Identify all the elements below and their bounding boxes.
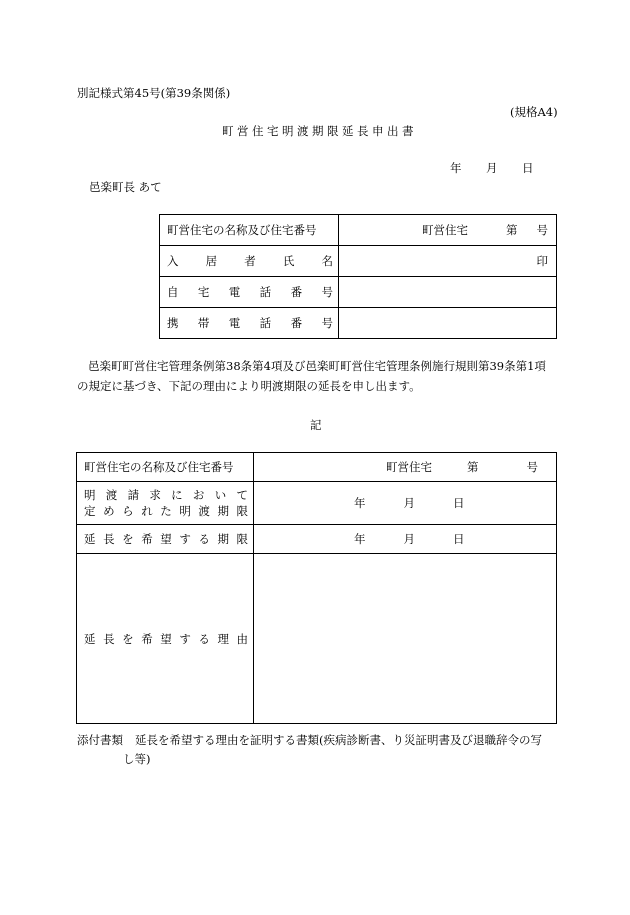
- housing-dai: 第: [506, 223, 518, 237]
- year-label: 年: [354, 532, 366, 546]
- eviction-deadline-field[interactable]: [254, 482, 557, 525]
- seal-mark: 印: [536, 254, 548, 268]
- housing-prefix-2: 町営住宅: [386, 460, 432, 474]
- table-row: [77, 453, 557, 482]
- table-row: [160, 277, 557, 308]
- extension-reason-label: [77, 554, 254, 724]
- housing-go-2: 号: [526, 460, 538, 474]
- housing-go: 号: [536, 223, 548, 237]
- mobile-phone-label: [160, 308, 339, 339]
- ki-heading: 記: [310, 418, 322, 432]
- form-title: 町営住宅明渡期限延長申出書: [222, 124, 417, 138]
- label-spread: 延 長 を 希 望 す る 期 限: [84, 532, 248, 546]
- table-row: [77, 525, 557, 554]
- housing-name-field[interactable]: [339, 215, 557, 246]
- resident-name-field[interactable]: [339, 246, 557, 277]
- table-row: [77, 482, 557, 525]
- month-label: 月: [403, 496, 415, 510]
- form-number: 別記様式第45号(第39条関係): [77, 86, 231, 100]
- home-phone-field[interactable]: [339, 277, 557, 308]
- label-spread: 携 帯 電 話 番 号: [167, 316, 333, 330]
- applicant-table: [159, 214, 557, 339]
- extension-deadline-label: [77, 525, 254, 554]
- eviction-deadline-label: [77, 482, 254, 525]
- label-spread: 自 宅 電 話 番 号: [167, 285, 333, 299]
- size-note: (規格A4): [510, 105, 558, 119]
- extension-reason-field[interactable]: [254, 554, 557, 724]
- addressee: 邑楽町長 あて: [89, 180, 162, 194]
- housing-name-label-2: 町営住宅の名称及び住宅番号: [77, 453, 254, 482]
- table-row: [160, 215, 557, 246]
- extension-deadline-field[interactable]: [254, 525, 557, 554]
- housing-name-field-2[interactable]: [254, 453, 557, 482]
- mobile-phone-field[interactable]: [339, 308, 557, 339]
- table-row: [160, 308, 557, 339]
- housing-name-label: 町営住宅の名称及び住宅番号: [160, 215, 339, 246]
- attachments-text-1: 延長を希望する理由を証明する書類(疾病診断書、り災証明書及び退職辞令の写: [135, 733, 542, 747]
- attachments-text-2: し等): [123, 752, 151, 766]
- table-row: [160, 246, 557, 277]
- table-row: [77, 554, 557, 724]
- day-label: 日: [453, 532, 465, 546]
- label-spread: 延 長 を 希 望 す る 理 由: [84, 631, 248, 646]
- paragraph-line-2: の規定に基づき、下記の理由により明渡期限の延長を申し出ます。: [77, 379, 421, 393]
- date-day-label: 日: [522, 161, 534, 175]
- request-paragraph: [77, 356, 559, 396]
- date-year-label: 年: [450, 161, 462, 175]
- resident-name-label: [160, 246, 339, 277]
- label-line-1: 明 渡 請 求 に お い て: [84, 488, 248, 502]
- date-month-label: 月: [486, 161, 498, 175]
- paragraph-line-1: 邑楽町町営住宅管理条例第38条第4項及び邑楽町町営住宅管理条例施行規則第39条第1項: [88, 359, 546, 373]
- day-label: 日: [453, 496, 465, 510]
- housing-dai-2: 第: [467, 460, 479, 474]
- month-label: 月: [403, 532, 415, 546]
- label-line-2: 定 め ら れ た 明 渡 期 限: [84, 504, 248, 518]
- label-spread: 入 居 者 氏 名: [167, 254, 333, 268]
- attachments-note: [77, 731, 561, 769]
- attachments-label: 添付書類: [77, 733, 123, 747]
- home-phone-label: [160, 277, 339, 308]
- year-label: 年: [354, 496, 366, 510]
- detail-table: [76, 452, 557, 724]
- housing-prefix: 町営住宅: [422, 223, 468, 237]
